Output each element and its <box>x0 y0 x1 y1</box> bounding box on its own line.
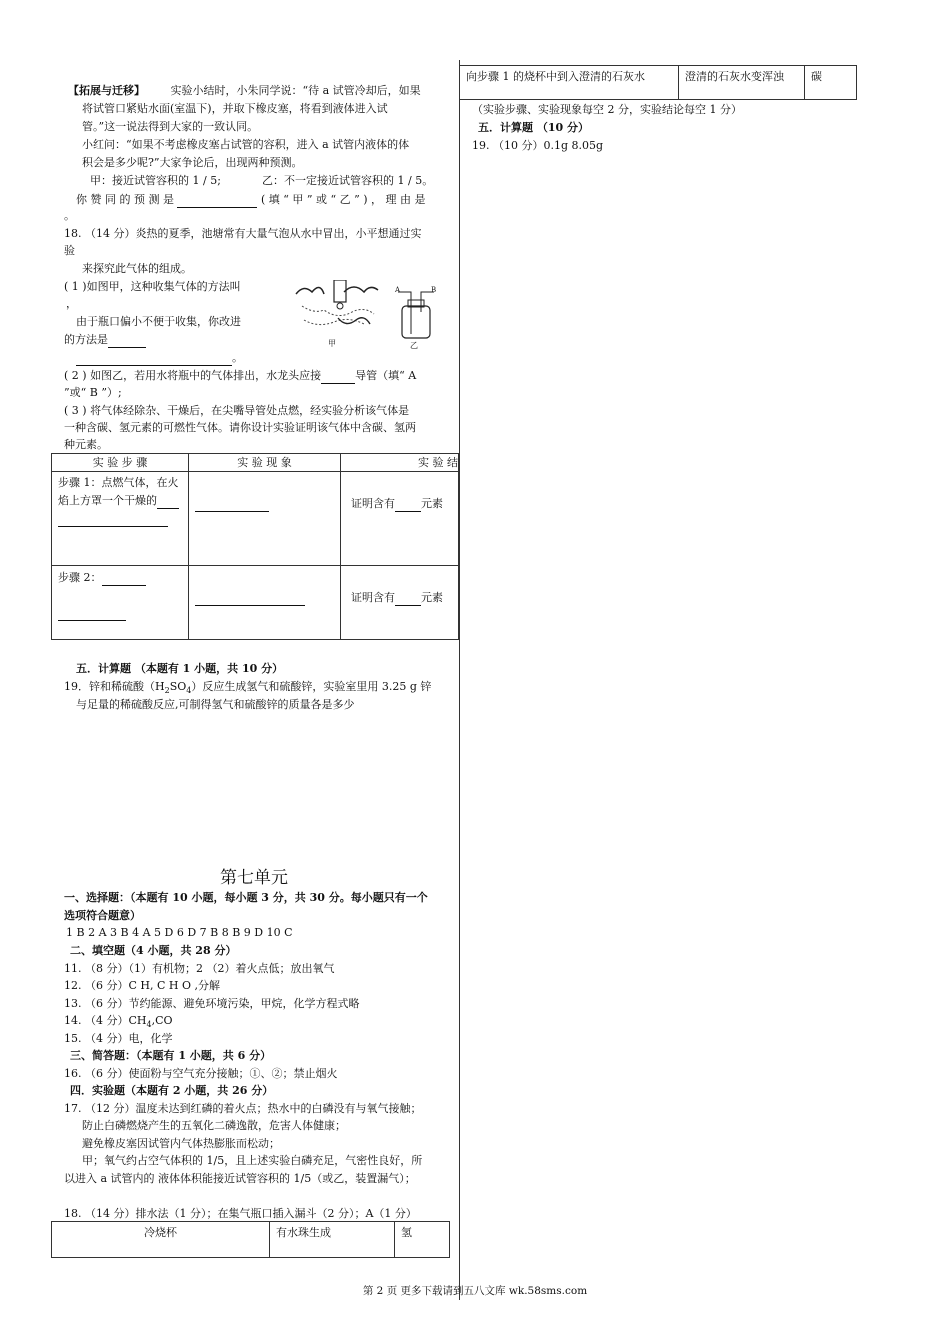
prediction-b: 乙：不一定接近试管容积的 1 / 5。 <box>262 174 434 187</box>
section-fill-title: 二、填空题（4 小题，共 28 分） <box>70 944 237 957</box>
q18-part2-tail: ”或“ B ”）; <box>64 386 122 399</box>
answer-blank <box>58 603 126 621</box>
page-footer: 第 2 页 更多下载请到五八文库 wk.58sms.com <box>362 1285 588 1297</box>
answer-blank <box>177 190 257 208</box>
figure-jia <box>294 280 384 348</box>
column-divider <box>459 60 460 1300</box>
section-choice-title-2: 选项符合题意） <box>64 909 141 922</box>
table-row: 步骤 1：点燃气体，在火焰上方罩一个干燥的 证明含有 元素 <box>52 472 459 566</box>
step1-text: 步骤 1：点燃气体，在火焰上方罩一个干燥的 <box>58 476 179 507</box>
answer-blank <box>195 494 269 512</box>
q18-line1: 18. （14 分）炎热的夏季，池塘常有大量气泡从水中冒出，小平想通过实 <box>64 227 422 240</box>
answer-blank <box>108 330 146 348</box>
port-b-label: B <box>431 286 437 294</box>
answer-table-left <box>51 1221 450 1258</box>
answer-18: 18. （14 分）排水法（1 分）；在集气瓶口插入漏斗（2 分）；A（1 分） <box>64 1207 417 1220</box>
answer-17-line3: 避免橡皮塞因试管内气体热膨胀而松动； <box>82 1137 280 1150</box>
water-plant-icon <box>296 287 324 294</box>
extension-line5: 积会是多少呢?”大家争论后，出现两种预测。 <box>82 156 303 169</box>
step2-text: 步骤 2： <box>58 571 102 584</box>
extension-line4: 小红问：“如果不考虑橡皮塞占试管的容积，进入 a 试管内液体的体 <box>82 138 410 151</box>
conclusion2-text: 证明含有 <box>351 591 395 604</box>
extension-line1: 【拓展与迁移】 实验小结时，小朱同学说：“待 a 试管冷却后，如果 <box>68 84 421 97</box>
answer-blank <box>58 509 168 527</box>
experiment-table <box>51 453 459 640</box>
unit-title: 第七单元 <box>220 868 288 888</box>
answer-table-cell: 向步骤 1 的烧杯中到入澄清的石灰水 <box>460 66 679 100</box>
table-row: 步骤 2： 证明含有 元素 <box>52 566 459 640</box>
answer-blank <box>76 348 232 366</box>
extension-title: 【拓展与迁移】 <box>68 84 145 97</box>
q19-line2: 与足量的稀硫酸反应,可制得氢气和硫酸锌的质量各是多少 <box>76 698 355 711</box>
port-a-label: A <box>395 286 401 294</box>
table-row <box>460 66 857 100</box>
q18-part1-blank-line: 。 <box>76 348 243 366</box>
extension-line3: 管。”这一说法得到大家的一致认同。 <box>82 120 259 133</box>
figure-yi-label: 乙 <box>410 341 418 350</box>
choice-answers: 1 B 2 A 3 B 4 A 5 D 6 D 7 B 8 B 9 D 10 C <box>66 926 293 939</box>
answer-16: 16. （6 分）使面粉与空气充分接触；①、②；禁止烟火 <box>64 1067 338 1080</box>
q18-part1-improve: 由于瓶口偏小不便于收集，你改进 <box>76 315 241 328</box>
answer-17-line4: 甲；氧气约占空气体积的 1/5，且上述实验白磷充足，气密性良好，所 <box>82 1154 423 1167</box>
prediction-a: 甲：接近试管容积的 1 / 5; <box>90 174 221 187</box>
table-header-step: 实 验 步 骤 <box>52 454 189 472</box>
right-calc-title: 五．计算题 （10 分） <box>478 121 589 134</box>
answer-blank <box>395 588 421 606</box>
answer-table-cell: 澄清的石灰水变浑浊 <box>679 66 805 100</box>
answer-14: 14. （4 分）$CH_4,CO$ <box>64 1014 173 1030</box>
table-row <box>52 1222 450 1258</box>
answer-table-cell: 碳 <box>805 66 857 100</box>
q18-part3-line1: ( 3 ) 将气体经除杂、干燥后，在尖嘴导管处点燃，经实验分析该气体是 <box>64 404 410 417</box>
answer-17-line5: 以进入 a 试管内的 液体体积能接近试管容积的 1/5（或乙，装置漏气）； <box>64 1172 416 1185</box>
answer-table-right <box>459 65 857 100</box>
answer-blank <box>157 491 179 509</box>
gas-bottle-icon <box>402 306 430 338</box>
calc-title: 五．计算题 （本题有 1 小题，共 10 分） <box>76 662 284 675</box>
section-choice-title: 一、选择题：（本题有 10 小题，每小题 3 分，共 30 分。每小题只有一个 <box>64 891 428 904</box>
q18-part3-line3: 种元素。 <box>64 438 108 451</box>
answer-19: 19. （10 分）0.1g 8.05g <box>472 139 604 152</box>
answer-17-line2: 防止白磷燃烧产生的五氧化二磷逸散，危害人体健康； <box>82 1119 346 1132</box>
answer-15: 15. （4 分）电，化学 <box>64 1032 173 1045</box>
answer-table-cell: 氢 <box>395 1222 450 1258</box>
q18-part1-comma: ， <box>66 297 77 310</box>
answer-blank <box>195 588 305 606</box>
section-short-title: 三、简答题：（本题有 1 小题，共 6 分） <box>70 1049 272 1062</box>
q18-line2: 验 <box>64 244 75 257</box>
answer-13: 13. （6 分）节约能源、避免环境污染，甲烷，化学方程式略 <box>64 997 360 1010</box>
answer-12: 12. （6 分）C H, C H O ,分解 <box>64 979 220 992</box>
answer-table-cell: 冷烧杯 <box>52 1222 270 1258</box>
extension-line2: 将试管口紧贴水面(室温下)，并取下橡皮塞，将看到液体进入试 <box>82 102 388 115</box>
answer-blank <box>102 568 146 586</box>
extension-question: 你 赞 同 的 预 测 是 ( 填 “ 甲 ” 或 “ 乙 ” ) ， 理 由 是 <box>76 190 448 208</box>
table-header-phenomenon: 实 验 现 象 <box>189 454 341 472</box>
extension-end: 。 <box>64 209 75 222</box>
answer-11: 11. （8 分）（1）有机物；2 （2）着火点低；放出氧气 <box>64 962 335 975</box>
conclusion1-text: 证明含有 <box>351 497 395 510</box>
q19-line1: 19．锌和稀硫酸$(H_2SO_4)$反应生成氢气和硫酸锌，实验室里用 3.25 g 锌 <box>64 680 432 696</box>
answer-17-line1: 17. （12 分）温度未达到红磷的着火点；热水中的白磷没有与氧气接触； <box>64 1102 422 1115</box>
section-experiment-title: 四．实验题（本题有 2 小题，共 26 分） <box>70 1084 274 1097</box>
q18-part1-method: 的方法是 <box>64 330 146 348</box>
answer-blank <box>321 366 355 384</box>
q18-part3-line2: 一种含碳、氢元素的可燃性气体。请你设计实验证明该气体中含碳、氢两 <box>64 421 416 434</box>
q18-part2: ( 2 ) 如图乙，若用水将瓶中的气体排出，水龙头应接 导管（填“ A <box>64 366 416 384</box>
answer-table-cell: 有水珠生成 <box>270 1222 395 1258</box>
answer-blank <box>395 494 421 512</box>
scoring-note: （实验步骤、实验现象每空 2 分，实验结论每空 1 分） <box>472 103 742 116</box>
figure-jia-label: 甲 <box>328 339 336 348</box>
q18-line3: 来探究此气体的组成。 <box>82 262 192 275</box>
q18-part1: ( 1 )如图甲，这种收集气体的方法叫 <box>64 280 241 293</box>
table-header-conclusion: 实 验 结 <box>341 454 459 472</box>
